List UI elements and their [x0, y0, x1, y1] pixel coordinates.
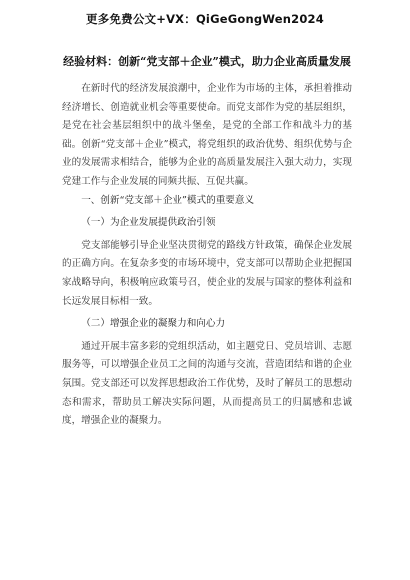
- document-body: [62, 52, 352, 431]
- paragraph-cohesion: 通过开展丰富多彩的党组织活动，如主题党日、党员培训、志愿服务等，可以增强企业员工之间的沟通与交流，营造团结和谐的企业氛围。党支部还可以发挥思想政治工作优势，及时了解员工的思想动态和需求，帮助员工解决实际问题，从而提高员工的归属感和忠诚度，增强企业的凝聚力。: [62, 340, 352, 427]
- section-heading-1: 一、创新“党支部＋企业”模式的重要意义: [81, 194, 255, 206]
- subsection-heading-1: （一）为企业发展提供政治引领: [81, 217, 216, 229]
- paragraph-political-guidance: 党支部能够引导企业坚决贯彻党的路线方针政策，确保企业发展的正确方向。在复杂多变的市场环境中，党支部可以帮助企业把握国家战略导向，积极响应政策号召，使企业的发展与国家的整体利益和长远发展目标相一致。: [62, 239, 352, 307]
- intro-paragraph: 在新时代的经济发展浪潮中，企业作为市场的主体，承担着推动经济增长、创造就业机会等重要使命。而党支部作为党的基层组织，是党在社会基层组织中的战斗堡垒，是党的全部工作和战斗力的基础。创新“党支部＋企业”模式，将党组织的政治优势、组织优势与企业的发展需求相结合，能够为企业的高质量发展注入强大动力，实现党建工作与企业发展的同频共振、互促共赢。: [62, 83, 352, 187]
- subsection-heading-2: （二）增强企业的凝聚力和向心力: [81, 318, 226, 330]
- document-title: 经验材料：创新“党支部＋企业”模式，助力企业高质量发展: [63, 55, 351, 68]
- page-header: 更多免费公文+VX：QiGeGongWen2024: [86, 12, 324, 26]
